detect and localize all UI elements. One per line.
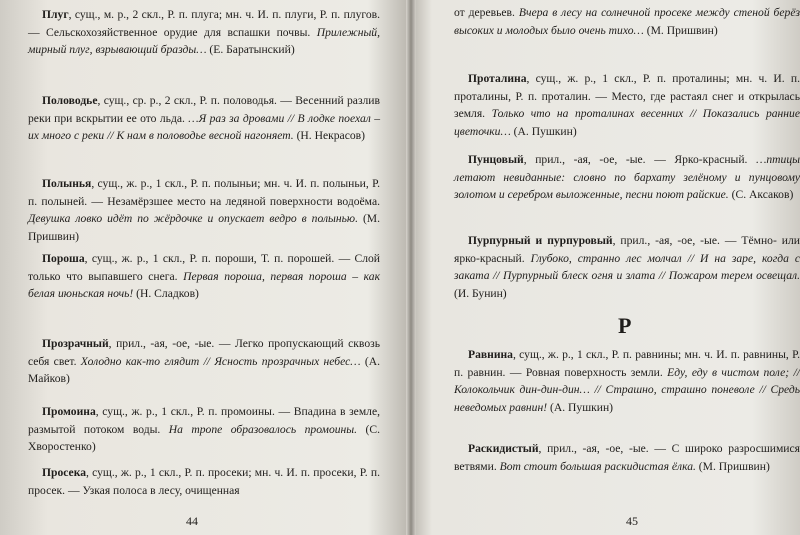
definition: — Впадина в земле, размытой потоком воды.: [28, 405, 380, 436]
grammar-info: , сущ., м. р., 2 скл., Р. п. плуга; мн. ч. И. п. плуги, Р. п. плугов.: [68, 8, 380, 21]
entry-porosha: [28, 250, 380, 303]
quote-source: (М. Пришвин): [695, 459, 770, 473]
definition: — Сельскохозяйственное орудие для вспашки почвы.: [28, 25, 311, 39]
grammar-info: , сущ., ж. р., 1 скл., Р. п. полыньи; мн. ч. И. п. полыньи, Р. п. полыней.: [28, 177, 380, 208]
headword: Раскидистый: [468, 442, 539, 455]
headword: Промоина: [42, 405, 96, 418]
grammar-info: , сущ., ж. р., 1 скл., Р. п. просеки; мн. ч. И. п. просеки, Р. п. просек.: [28, 466, 380, 497]
entry-polovodye: [28, 92, 380, 145]
definition: от деревьев.: [454, 6, 515, 19]
entry-promoina: [28, 403, 380, 456]
example-quote: Первая пороша, первая пороша – как белая июньская ночь!: [28, 269, 381, 301]
entry-puntsovy: [454, 151, 800, 204]
right-page: [414, 0, 800, 535]
headword: Пороша: [42, 252, 85, 265]
grammar-info: , сущ., ж. р., 1 скл., Р. п. равнины; мн. ч. И. п. равнины, Р. п. равнин.: [454, 348, 800, 379]
entry-polynya: [28, 175, 380, 245]
definition: — Незамёрзшее место на ледяной поверхности водоёма.: [87, 194, 380, 208]
headword: Половодье: [42, 94, 98, 107]
headword: Равнина: [468, 348, 513, 361]
entry-raskidisty: [454, 440, 800, 475]
quote-source: (А. Пушкин): [510, 124, 577, 138]
grammar-info: , прил., -ая, -ое, -ые.: [523, 153, 646, 166]
example-quote: Прилежный, мирный плуг, взрывающий бразды…: [28, 25, 380, 57]
quote-source: (А. Пушкин): [547, 400, 614, 414]
page-number: 44: [186, 514, 198, 528]
grammar-info: , прил., -ая, -ое, -ые.: [612, 234, 720, 247]
example-quote: Вот стоит большая раскидистая ёлка.: [496, 459, 696, 473]
definition: — Ровная поверхность земли.: [505, 365, 663, 379]
quote-source: (И. Бунин): [454, 286, 507, 300]
headword: Прозрачный: [42, 337, 109, 350]
example-quote: …птицы летают невиданные: словно по бархату зелёному и пунцовому золотом и серебром выложенные, песни поют райские.: [454, 153, 800, 202]
definition: — С широко разросшимися ветвями.: [454, 442, 800, 473]
definition: — Легко пропускающий сквозь себя свет.: [28, 337, 380, 368]
grammar-info: , сущ., ж. р., 1 скл., Р. п. промоины.: [95, 405, 275, 418]
example-quote: Еду, еду в чистом поле; // Колокольчик дин-дин-дин… // Страшно, страшно поневоле // Средь неведомых равнин!: [454, 365, 800, 414]
definition: — Ярко-красный.: [645, 153, 748, 166]
example-quote: …Я раз за дровами // В лодке поехал – их много с реки // К нам в половодье весной нагоняет.: [28, 111, 380, 143]
headword: Полынья: [42, 177, 92, 190]
page-number: 45: [626, 514, 638, 528]
definition: — Тёмно- или ярко-красный.: [454, 234, 800, 265]
entry-proseka: [28, 464, 380, 499]
definition: — Слой только что выпавшего снега.: [28, 252, 380, 283]
entry-prozrachny: [28, 335, 380, 388]
quote-source: (А. Майков): [28, 354, 380, 386]
quote-source: (С. Аксаков): [728, 188, 794, 202]
definition: — Место, где растаял снег и открылась земля.: [454, 89, 800, 121]
entry-purpurny: [454, 232, 800, 302]
entry-protalina: [454, 70, 800, 140]
headword: Проталина: [468, 72, 527, 85]
headword: Плуг: [42, 8, 69, 21]
example-quote: На тропе образовалось промоины.: [160, 422, 358, 436]
example-quote: Холодно как-то глядит // Ясность прозрачных небес…: [76, 354, 361, 368]
entry-ravnina: [454, 346, 800, 416]
entry-plug: [28, 6, 380, 59]
quote-source: (С. Хворостенко): [28, 422, 380, 454]
grammar-info: , прил., -ая, -ое, -ые.: [108, 337, 215, 350]
example-quote: Глубоко, странно лес молчал // И на заре, когда с заката // Пурпурный блеск огня и злата // Пожаром терем освещал.: [454, 251, 800, 283]
example-quote: Девушка ловко идёт по жёрдочке и опускает ведро в полынью.: [28, 212, 358, 226]
headword: Просека: [42, 466, 86, 479]
entry-continuation: [454, 4, 800, 39]
grammar-info: , прил., -ая, -ое, -ые.: [538, 442, 649, 455]
definition: — Узкая полоса в лесу, очищенная: [65, 483, 240, 497]
example-quote: Только что на проталинах весенних // Показались ранние цветочки…: [454, 107, 800, 138]
grammar-info: , сущ., ж. р., 1 скл., Р. п. пороши, Т. п. порошей.: [84, 252, 335, 265]
grammar-info: , сущ., ср. р., 2 скл., Р. п. половодья.: [97, 94, 277, 107]
headword: Пурпурный и пурпуровый: [468, 234, 613, 247]
example-quote: Вчера в лесу на солнечной просеке между стеной берёз высоких и молодых было очень тихо…: [454, 6, 800, 37]
quote-source: (Н. Некрасов): [293, 129, 365, 143]
quote-source: (Н. Сладков): [133, 287, 199, 301]
grammar-info: , сущ., ж. р., 1 скл., Р. п. проталины; мн. ч. И. п. проталины, Р. п. проталин.: [454, 72, 800, 103]
section-letter: Р: [618, 313, 632, 338]
headword: Пунцовый: [468, 153, 524, 166]
quote-source: (М. Пришвин): [643, 23, 718, 37]
definition: — Весенний разлив реки при вскрытии ее ото льда.: [28, 94, 380, 125]
quote-source: (Е. Баратынский): [206, 43, 295, 57]
quote-source: (М. Пришвин): [28, 212, 381, 243]
